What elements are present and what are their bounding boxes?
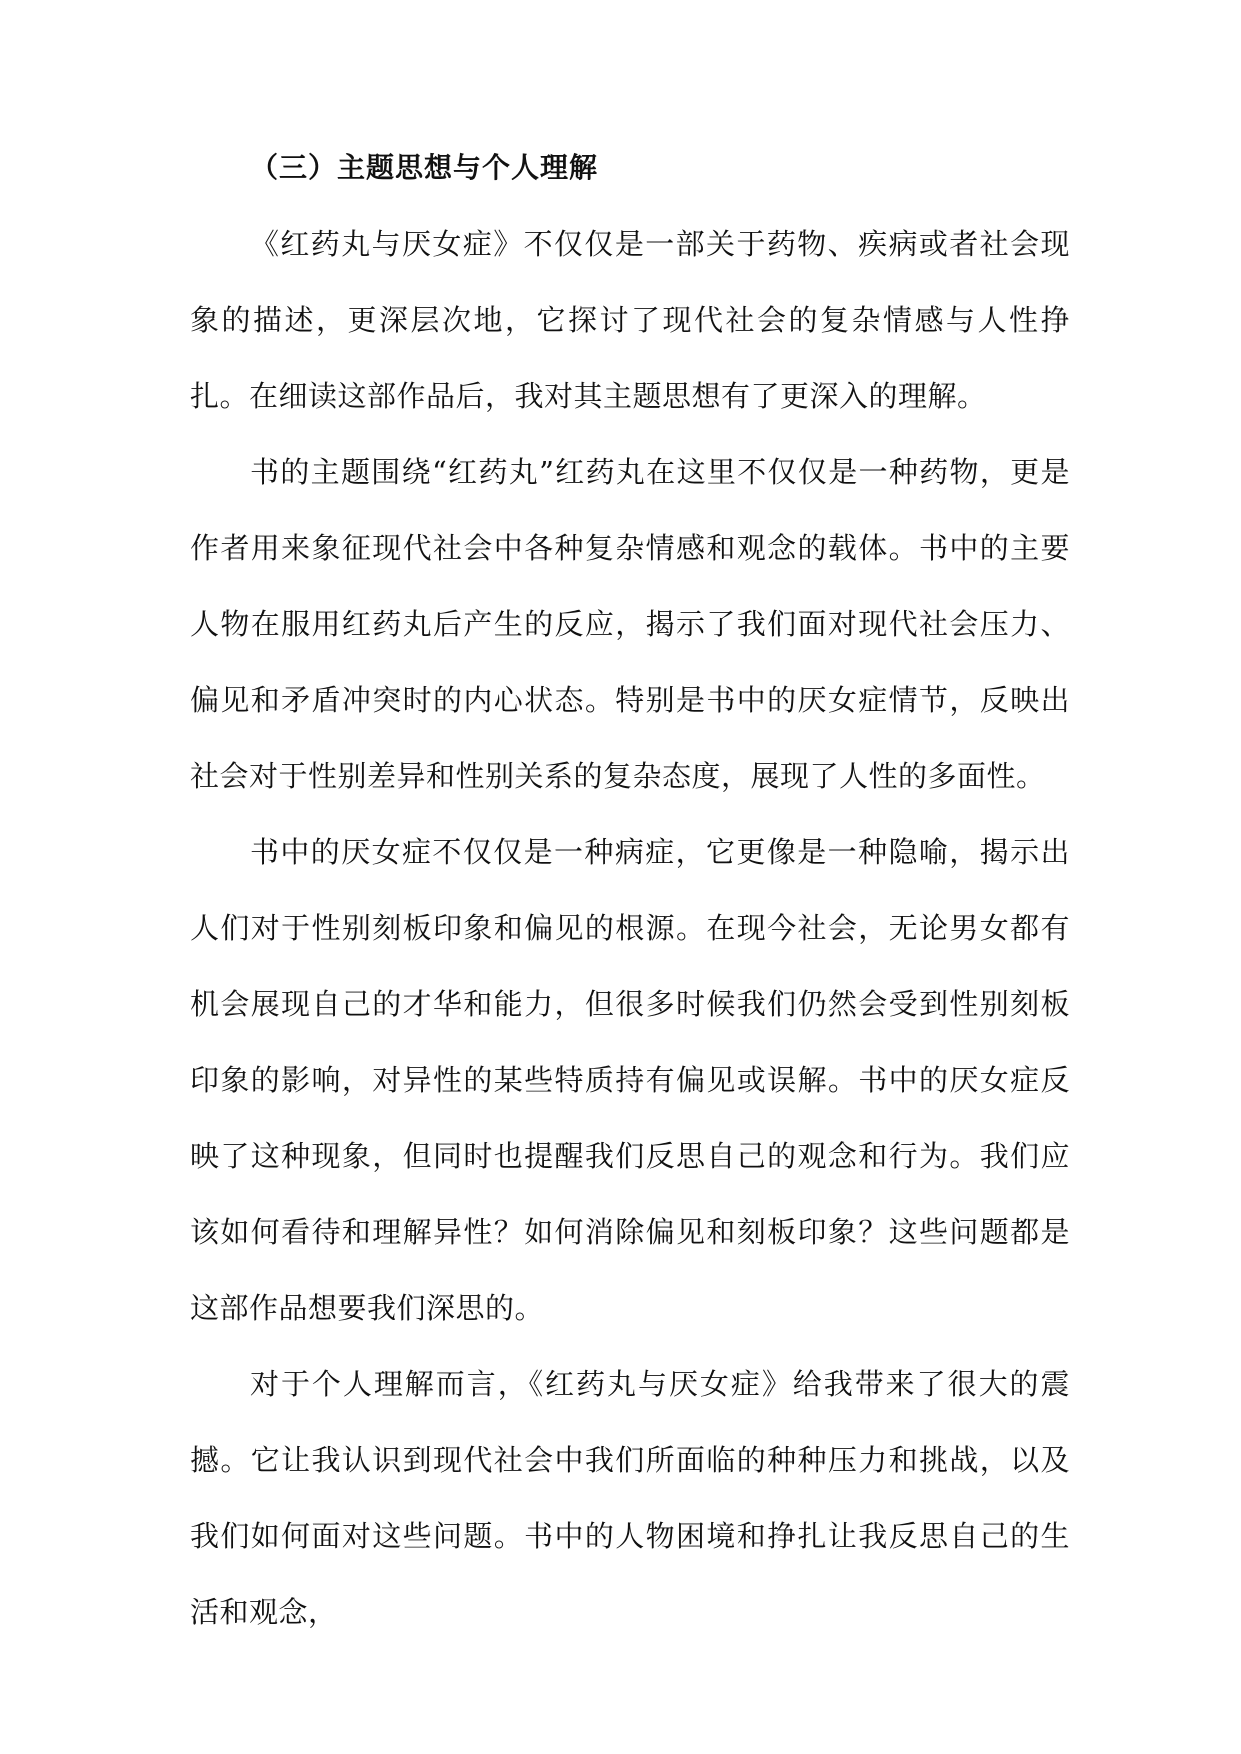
paragraph-3: 书中的厌女症不仅仅是一种病症，它更像是一种隐喻，揭示出人们对于性别刻板印象和偏见的根源。在现今社会，无论男女都有机会展现自己的才华和能力，但很多时候我们仍然会受到性别刻板印象的影响，对异性的某些特质持有偏见或误解。书中的厌女症反映了这种现象，但同时也提醒我们反思自己的观念和行为。我们应该如何看待和理解异性？如何消除偏见和刻板印象？这些问题都是这部作品想要我们深思的。 xyxy=(190,835,1070,1325)
section-heading: （三）主题思想与个人理解 xyxy=(250,151,599,184)
paragraph-4: 对于个人理解而言，《红药丸与厌女症》给我带来了很大的震撼。它让我认识到现代社会中我们所面临的种种压力和挑战，以及我们如何面对这些问题。书中的人物困境和挣扎让我反思自己的生活和观念， xyxy=(190,1367,1070,1629)
paragraph-2: 书的主题围绕“红药丸”红药丸在这里不仅仅是一种药物，更是作者用来象征现代社会中各种复杂情感和观念的载体。书中的主要人物在服用红药丸后产生的反应，揭示了我们面对现代社会压力、偏见和矛盾冲突时的内心状态。特别是书中的厌女症情节，反映出社会对于性别差异和性别关系的复杂态度，展现了人性的多面性。 xyxy=(190,455,1070,793)
document-body xyxy=(190,140,1070,1650)
paragraph-1: 《红药丸与厌女症》不仅仅是一部关于药物、疾病或者社会现象的描述，更深层次地，它探讨了现代社会的复杂情感与人性挣扎。在细读这部作品后，我对其主题思想有了更深入的理解。 xyxy=(190,227,1070,413)
